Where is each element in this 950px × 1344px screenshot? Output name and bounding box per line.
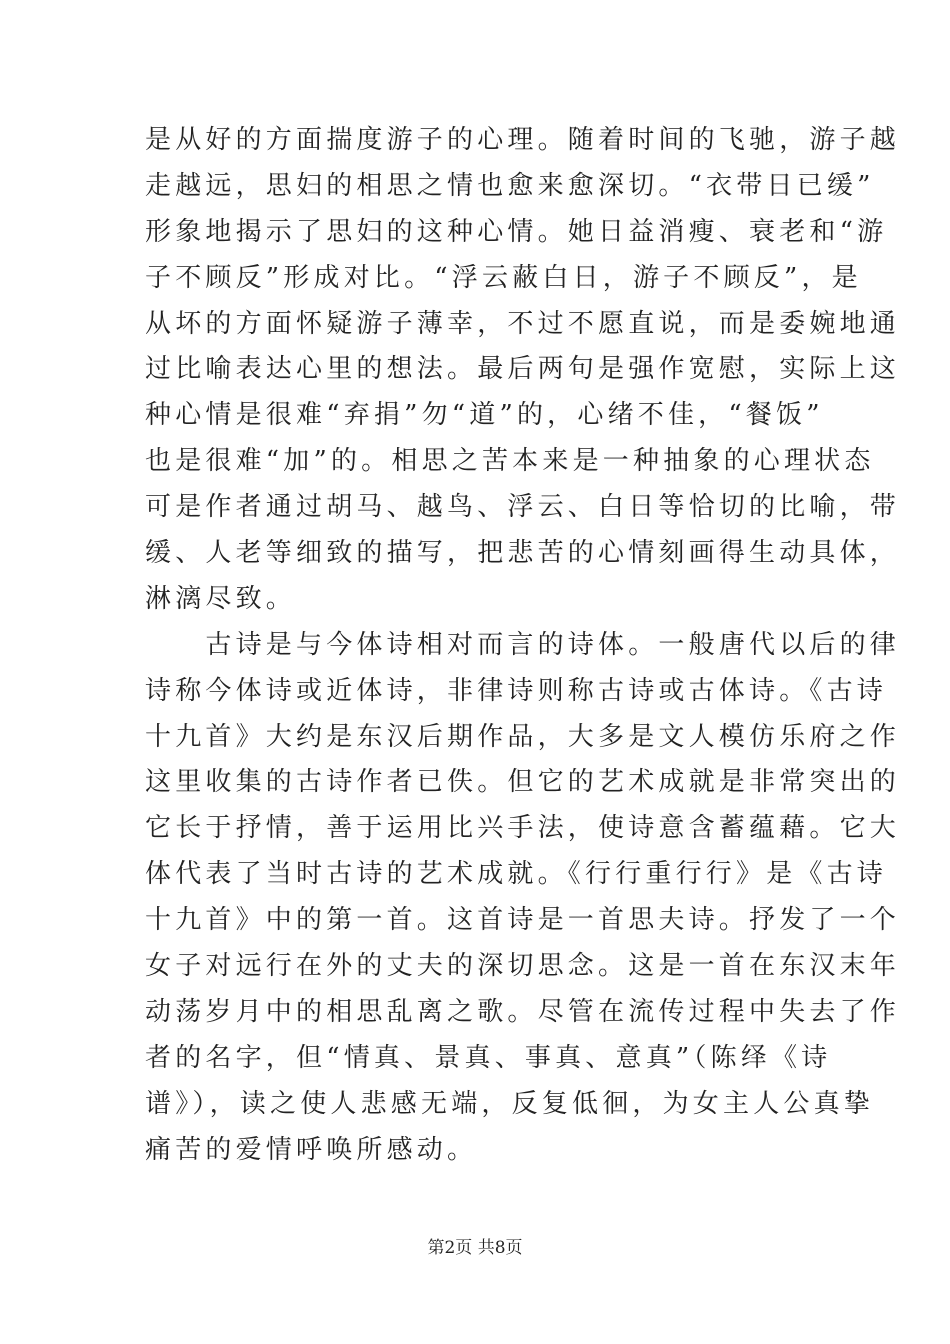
text-line: 走越远，思妇的相思之情也愈来愈深切。“衣带日已缓”: [145, 170, 875, 201]
paragraph-2: [145, 623, 901, 1174]
text-line: 女子对远行在外的丈夫的深切思念。这是一首在东汉末年: [145, 951, 901, 982]
text-line: 者的名字，但“情真、景真、事真、意真”（陈绎《诗: [145, 1042, 832, 1073]
text-line: 谱》），读之使人悲感无端，反复低徊，为女主人公真挚: [145, 1088, 875, 1119]
text-line: 古诗是与今体诗相对而言的诗体。一般唐代以后的律: [145, 629, 901, 660]
text-line: 可是作者通过胡马、越鸟、浮云、白日等恰切的比喻，带: [145, 492, 901, 523]
text-line: 十九首》中的第一首。这首诗是一首思夫诗。抒发了一个: [145, 905, 901, 936]
text-line: 形象地揭示了思妇的这种心情。她日益消瘦、衰老和“游: [145, 216, 888, 247]
text-line: 也是很难“加”的。相思之苦本来是一种抽象的心理状态: [145, 446, 875, 477]
text-line: 缓、人老等细致的描写，把悲苦的心情刻画得生动具体，: [145, 538, 901, 569]
text-line: 子不顾反”形成对比。“浮云蔽白日，游子不顾反”，是: [145, 262, 862, 293]
text-line: 动荡岁月中的相思乱离之歌。尽管在流传过程中失去了作: [145, 996, 901, 1027]
paragraph-1: [145, 118, 901, 623]
text-line: 种心情是很难“弃捐”勿“道”的，心绪不佳，“餐饭”: [145, 400, 824, 431]
text-line: 体代表了当时古诗的艺术成就。《行行重行行》是《古诗: [145, 859, 888, 890]
text-line: 诗称今体诗或近体诗，非律诗则称古诗或古体诗。《古诗: [145, 675, 888, 706]
text-line: 从坏的方面怀疑游子薄幸，不过不愿直说，而是委婉地通: [145, 308, 901, 339]
text-line: 这里收集的古诗作者已佚。但它的艺术成就是非常突出的: [145, 767, 901, 798]
page-footer: 第2页 共8页: [427, 1238, 523, 1258]
text-line: 痛苦的爱情呼唤所感动。: [145, 1134, 478, 1165]
text-line: 过比喻表达心里的想法。最后两句是强作宽慰，实际上这: [145, 354, 901, 385]
text-line: 十九首》大约是东汉后期作品，大多是文人模仿乐府之作: [145, 721, 901, 752]
text-line: 淋漓尽致。: [145, 583, 297, 614]
text-line: 是从好的方面揣度游子的心理。随着时间的飞驰，游子越: [145, 125, 901, 155]
body-text: [145, 118, 901, 1173]
text-line: 它长于抒情，善于运用比兴手法，使诗意含蓄蕴藉。它大: [145, 813, 901, 844]
